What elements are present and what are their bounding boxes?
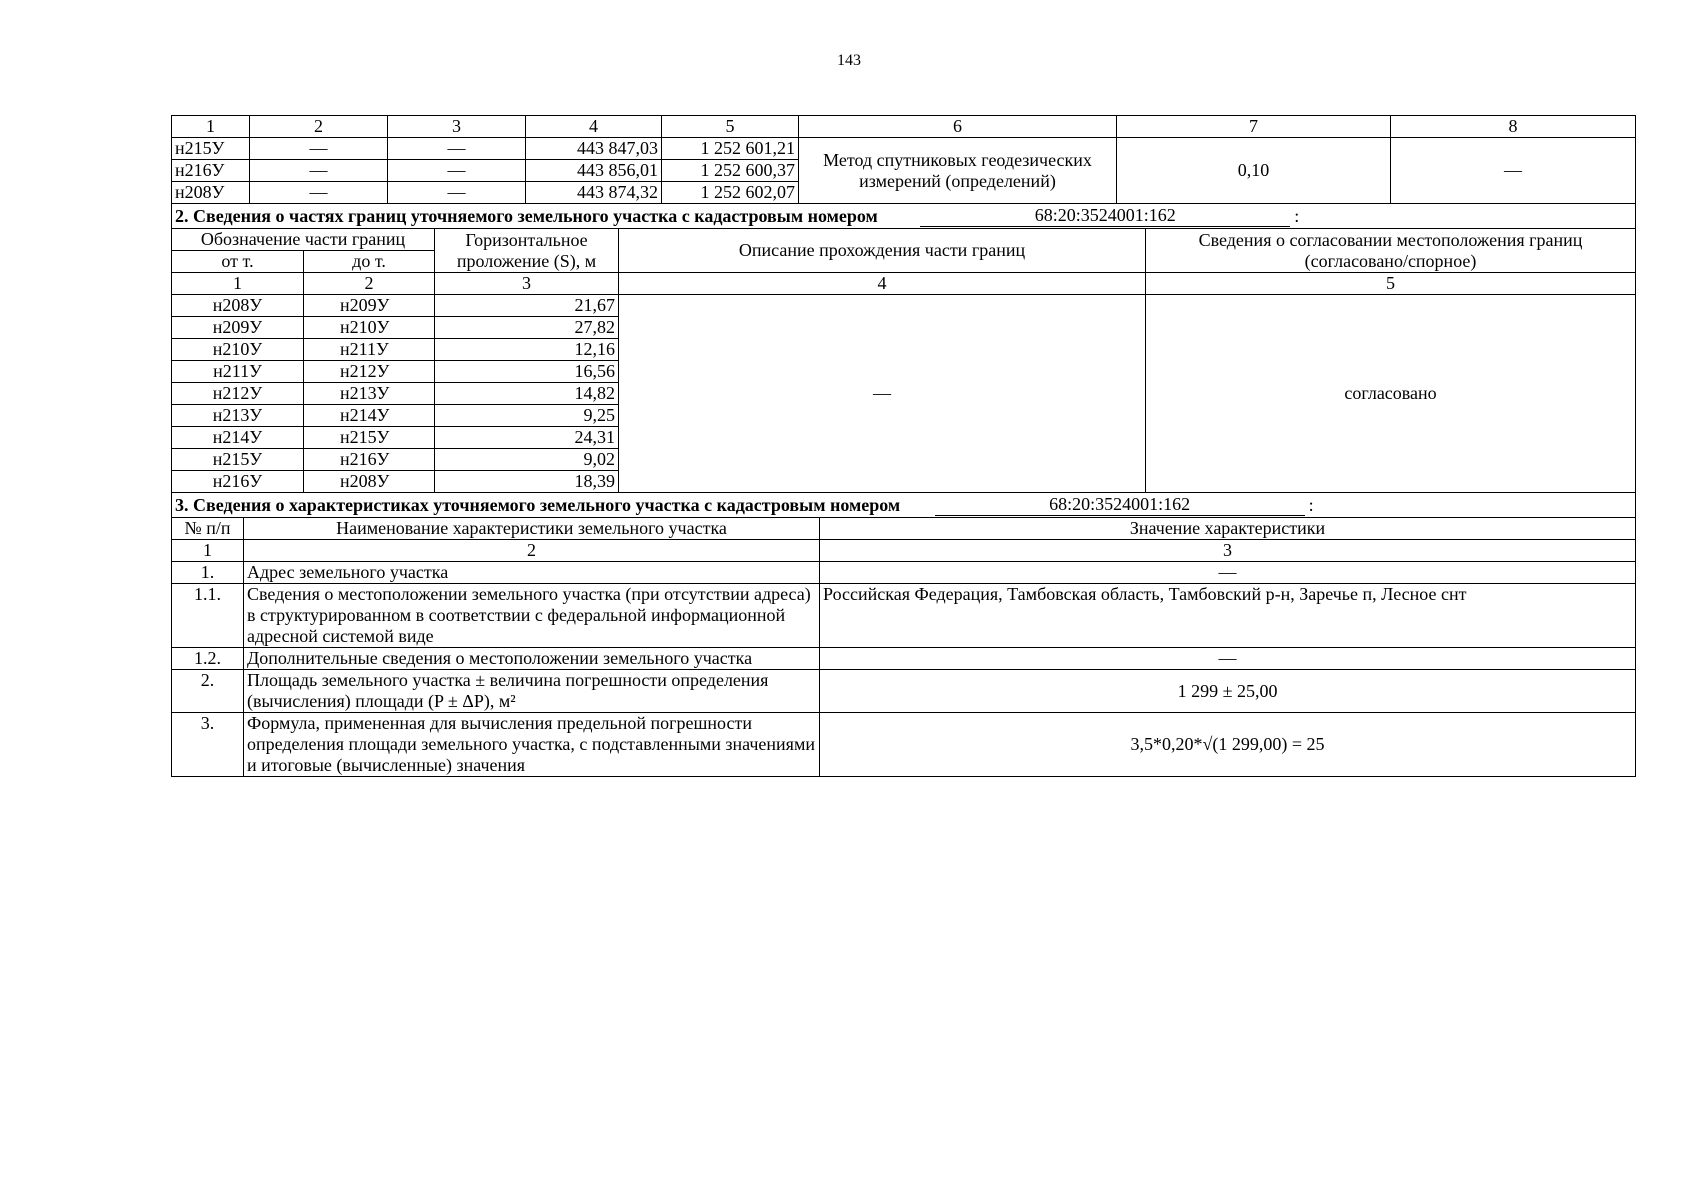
- from-point: н210У: [172, 339, 304, 361]
- characteristic-value: Российская Федерация, Тамбовская область, Тамбовский р-н, Заречье п, Лесное снт: [820, 584, 1636, 648]
- boundary-parts-table: [171, 204, 1636, 493]
- characteristic-value: 1 299 ± 25,00: [820, 670, 1636, 713]
- section-3-title: 3. Сведения о характеристиках уточняемого земельного участка с кадастровым номером: [175, 495, 901, 515]
- header-agreement: Сведения о согласовании местоположения границ (согласовано/спорное): [1146, 229, 1636, 273]
- header-to: до т.: [304, 251, 435, 273]
- characteristic-value: —: [820, 562, 1636, 584]
- col8-value: —: [1391, 138, 1636, 204]
- section-3-colon: :: [1308, 495, 1314, 515]
- section-3-heading-row: [172, 493, 1636, 518]
- cell-dash: —: [388, 138, 526, 160]
- table-row: [172, 713, 1636, 777]
- to-point: н213У: [304, 383, 435, 405]
- coord-x: 443 874,32: [526, 182, 662, 204]
- cell-dash: —: [250, 138, 388, 160]
- col-number: 2: [250, 116, 388, 138]
- measurement-method: Метод спутниковых геодезических измерений (определений): [799, 138, 1117, 204]
- col-number: 5: [662, 116, 799, 138]
- col-number: 3: [435, 273, 619, 295]
- agreement-status: согласовано: [1146, 295, 1636, 493]
- section-2-heading-row: [172, 204, 1636, 229]
- cell-dash: —: [388, 160, 526, 182]
- horizontal-length: 18,39: [435, 471, 619, 493]
- table-row: [172, 670, 1636, 713]
- horizontal-length: 12,16: [435, 339, 619, 361]
- section-2-cadastral-number: 68:20:3524001:162: [920, 205, 1290, 227]
- characteristic-value: 3,5*0,20*√(1 299,00) = 25: [820, 713, 1636, 777]
- to-point: н212У: [304, 361, 435, 383]
- to-point: н208У: [304, 471, 435, 493]
- characteristics-header-row: [172, 518, 1636, 540]
- col-number: 1: [172, 540, 244, 562]
- cell-dash: —: [250, 182, 388, 204]
- from-point: н208У: [172, 295, 304, 317]
- from-point: н211У: [172, 361, 304, 383]
- col-number: 4: [619, 273, 1146, 295]
- col-number: 5: [1146, 273, 1636, 295]
- coord-x: 443 856,01: [526, 160, 662, 182]
- header-num: № п/п: [172, 518, 244, 540]
- table-row: [172, 584, 1636, 648]
- col-number: 7: [1117, 116, 1391, 138]
- cell-dash: —: [250, 160, 388, 182]
- col-number: 1: [172, 273, 304, 295]
- coord-y: 1 252 600,37: [662, 160, 799, 182]
- precision-value: 0,10: [1117, 138, 1391, 204]
- to-point: н209У: [304, 295, 435, 317]
- col-number: 3: [388, 116, 526, 138]
- horizontal-length: 27,82: [435, 317, 619, 339]
- point-name: н216У: [172, 160, 250, 182]
- page-number: 143: [837, 52, 861, 69]
- characteristic-name: Площадь земельного участка ± величина погрешности определения (вычисления) площади (P ± ΔP), м²: [244, 670, 820, 713]
- coord-y: 1 252 601,21: [662, 138, 799, 160]
- col-number: 2: [244, 540, 820, 562]
- col-number: 6: [799, 116, 1117, 138]
- from-point: н216У: [172, 471, 304, 493]
- document-sheet: [171, 115, 1635, 777]
- from-point: н213У: [172, 405, 304, 427]
- to-point: н211У: [304, 339, 435, 361]
- col-number: 1: [172, 116, 250, 138]
- col-number: 3: [820, 540, 1636, 562]
- row-num: 1.: [172, 562, 244, 584]
- coord-y: 1 252 602,07: [662, 182, 799, 204]
- from-point: н212У: [172, 383, 304, 405]
- to-point: н210У: [304, 317, 435, 339]
- section-2-colon: :: [1294, 206, 1300, 226]
- characteristic-name: Дополнительные сведения о местоположении земельного участка: [244, 648, 820, 670]
- point-name: н215У: [172, 138, 250, 160]
- header-from: от т.: [172, 251, 304, 273]
- characteristics-table: [171, 493, 1636, 777]
- horizontal-length: 9,02: [435, 449, 619, 471]
- header-name: Наименование характеристики земельного участка: [244, 518, 820, 540]
- to-point: н216У: [304, 449, 435, 471]
- horizontal-length: 9,25: [435, 405, 619, 427]
- row-num: 1.2.: [172, 648, 244, 670]
- col-number: 2: [304, 273, 435, 295]
- table-row: [172, 295, 1636, 317]
- section-2-heading: [172, 204, 1636, 229]
- header-designation: Обозначение части границ: [172, 229, 435, 251]
- section-3-cadastral-number: 68:20:3524001:162: [935, 494, 1305, 516]
- coordinates-header-row: [172, 116, 1636, 138]
- characteristic-value: —: [820, 648, 1636, 670]
- to-point: н215У: [304, 427, 435, 449]
- table-row: [172, 562, 1636, 584]
- col-number: 4: [526, 116, 662, 138]
- from-point: н209У: [172, 317, 304, 339]
- row-num: 3.: [172, 713, 244, 777]
- horizontal-length: 24,31: [435, 427, 619, 449]
- boundary-description: —: [619, 295, 1146, 493]
- characteristic-name: Адрес земельного участка: [244, 562, 820, 584]
- table-row: [172, 138, 1636, 160]
- from-point: н214У: [172, 427, 304, 449]
- from-point: н215У: [172, 449, 304, 471]
- row-num: 1.1.: [172, 584, 244, 648]
- col-number: 8: [1391, 116, 1636, 138]
- header-description: Описание прохождения части границ: [619, 229, 1146, 273]
- header-horizontal-length: Горизонтальное проложение (S), м: [435, 229, 619, 273]
- header-value: Значение характеристики: [820, 518, 1636, 540]
- section-2-title: 2. Сведения о частях границ уточняемого земельного участка с кадастровым номером: [175, 206, 878, 226]
- horizontal-length: 21,67: [435, 295, 619, 317]
- boundary-number-row: [172, 273, 1636, 295]
- characteristic-name: Формула, примененная для вычисления предельной погрешности определения площади земельного участка, с подставленными значениями и итоговые (вычисленные) значения: [244, 713, 820, 777]
- section-3-heading: [172, 493, 1636, 518]
- table-row: [172, 648, 1636, 670]
- boundary-header-row: [172, 229, 1636, 251]
- characteristic-name: Сведения о местоположении земельного участка (при отсутствии адреса) в структурированном в соответствии с федеральной информационной адресной системой виде: [244, 584, 820, 648]
- horizontal-length: 16,56: [435, 361, 619, 383]
- coordinates-table: [171, 115, 1636, 204]
- row-num: 2.: [172, 670, 244, 713]
- point-name: н208У: [172, 182, 250, 204]
- characteristics-number-row: [172, 540, 1636, 562]
- horizontal-length: 14,82: [435, 383, 619, 405]
- cell-dash: —: [388, 182, 526, 204]
- coord-x: 443 847,03: [526, 138, 662, 160]
- to-point: н214У: [304, 405, 435, 427]
